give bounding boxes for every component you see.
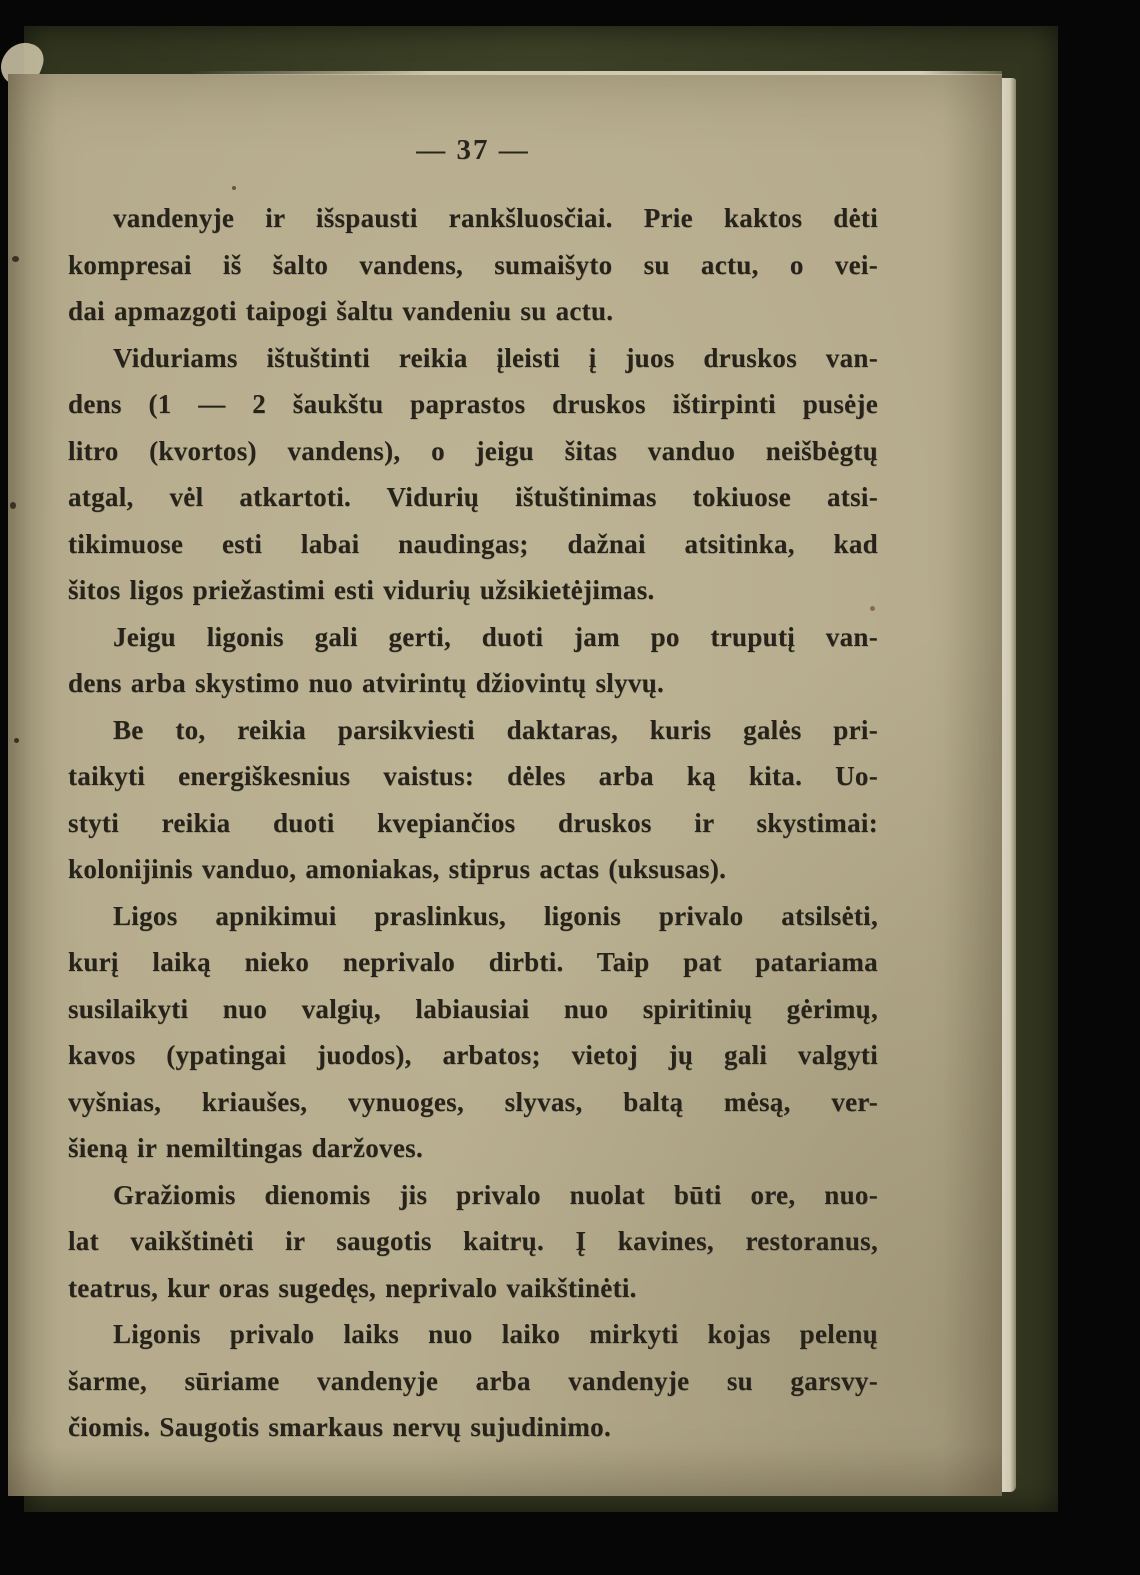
text-line: styti reikia duoti kvepiančios druskos ir skystimai: <box>68 807 878 838</box>
text-line: vyšnias, kriaušes, vynuoges, slyvas, baltą mėsą, ver- <box>68 1086 878 1117</box>
paragraph <box>68 1172 878 1312</box>
text-line: taikyti energiškesnius vaistus: dėles arba ką kita. Uo- <box>68 761 878 791</box>
book-page <box>8 74 1002 1496</box>
text-line: litro (kvortos) vandens), o jeigu šitas vanduo neišbėgtų <box>68 435 878 466</box>
text-line: Ligos apnikimui praslinkus, ligonis privalo atsilsėti, <box>113 900 878 931</box>
text-line: teatrus, kur oras sugedęs, neprivalo vaikštinėti. <box>68 1272 637 1303</box>
text-column <box>68 74 878 1451</box>
text-line: Ligonis privalo laiks nuo laiko mirkyti kojas pelenų <box>113 1319 878 1349</box>
paragraph <box>68 335 878 614</box>
text-line: tikimuose esti labai naudingas; dažnai atsitinka, kad <box>68 528 878 559</box>
text-line: kompresai iš šalto vandens, sumaišyto su actu, o vei- <box>68 249 878 280</box>
body-text <box>68 195 878 1451</box>
text-line: kavos (ypatingai juodos), arbatos; vietoj jų gali valgyti <box>68 1040 878 1070</box>
text-line: dai apmazgoti taipogi šaltu vandeniu su actu. <box>68 296 614 326</box>
text-line: kurį laiką nieko neprivalo dirbti. Taip pat patariama <box>68 947 878 977</box>
page-number: — 37 — <box>416 134 530 166</box>
text-line: vandenyje ir išspausti rankšluosčiai. Prie kaktos dėti <box>113 203 878 233</box>
text-line: kolonijinis vanduo, amoniakas, stiprus actas (uksusas). <box>68 854 727 884</box>
text-line: lat vaikštinėti ir saugotis kaitrų. Į kavines, restoranus, <box>68 1226 878 1256</box>
text-line: Jeigu ligonis gali gerti, duoti jam po truputį van- <box>113 621 878 652</box>
text-line: šieną ir nemiltingas daržoves. <box>68 1133 423 1163</box>
paper-speck <box>12 256 19 262</box>
text-line: dens arba skystimo nuo atvirintų džiovintų slyvų. <box>68 668 665 698</box>
text-line: Gražiomis dienomis jis privalo nuolat būti ore, nuo- <box>113 1179 878 1210</box>
paper-speck <box>10 502 16 509</box>
text-line: šitos ligos priežastimi esti vidurių užsikietėjimas. <box>68 575 655 605</box>
text-line: šarme, sūriame vandenyje arba vandenyje su garsvy- <box>68 1365 878 1396</box>
text-line: Viduriams ištuštinti reikia įleisti į juos druskos van- <box>113 342 878 373</box>
text-line: Be to, reikia parsikviesti daktaras, kuris galės pri- <box>113 714 878 745</box>
paragraph <box>68 893 878 1172</box>
paragraph <box>68 195 878 335</box>
text-line: susilaikyti nuo valgių, labiausiai nuo spiritinių gėrimų, <box>68 993 878 1024</box>
paragraph <box>68 707 878 893</box>
text-line: dens (1 — 2 šaukštu paprastos druskos ištirpinti pusėje <box>68 389 878 419</box>
paper-speck <box>14 738 19 743</box>
text-line: atgal, vėl atkartoti. Vidurių ištuštinimas tokiuose atsi- <box>68 482 878 512</box>
paragraph <box>68 1311 878 1451</box>
paragraph <box>68 614 878 707</box>
text-line: čiomis. Saugotis smarkaus nervų sujudinimo. <box>68 1412 611 1442</box>
